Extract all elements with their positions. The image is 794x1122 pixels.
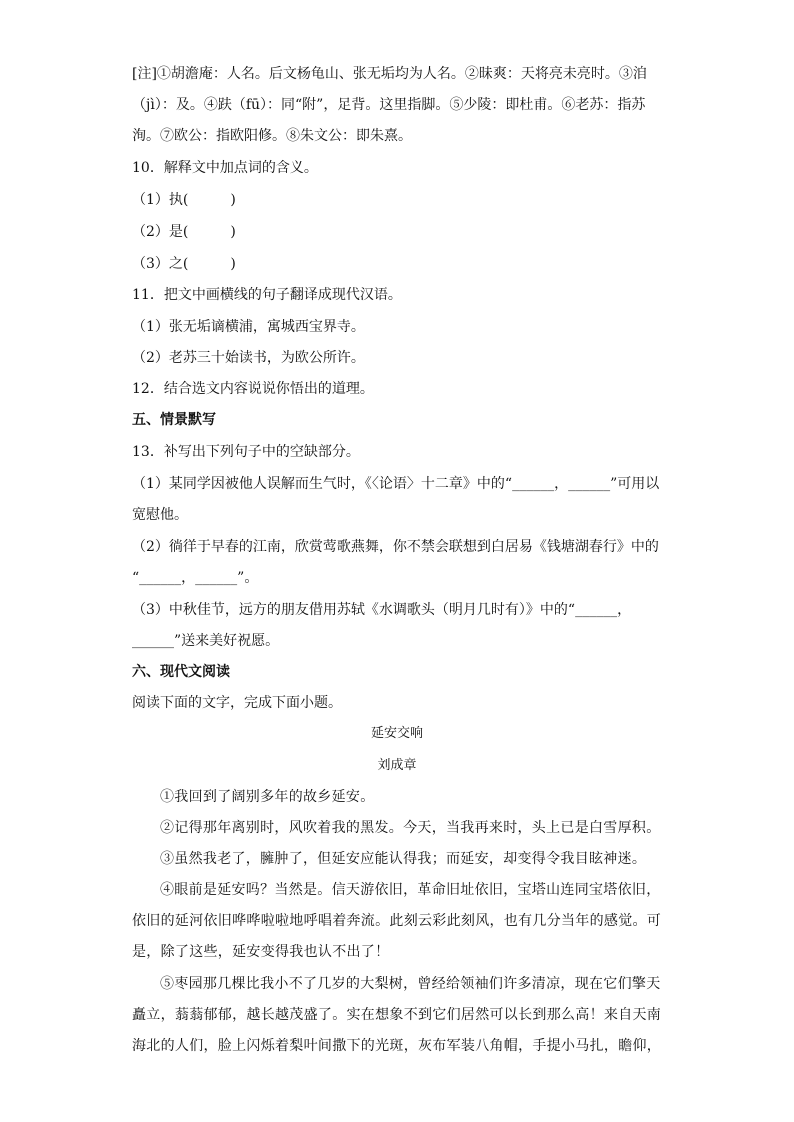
article-author: 刘成章: [377, 758, 417, 773]
question-11-stem: 11．把文中画横线的句子翻译成现代汉语。: [132, 287, 402, 303]
reading-instruction: 阅读下面的文字，完成下面小题。: [132, 695, 342, 711]
question-13-item-1-line-2: 宽慰他。: [132, 507, 188, 523]
question-12-stem: 12．结合选文内容说说你悟出的道理。: [132, 381, 374, 397]
question-10-item-1: （1）执( ): [132, 192, 236, 208]
article-paragraph-3: ③虽然我老了，臃肿了，但延安应能认得我；而延安，却变得令我目眩神迷。: [160, 851, 647, 867]
note-line-1: [注]①胡澹庵：人名。后文杨龟山、张无垢均为人名。②昧爽：天将亮未亮时。③洎: [132, 66, 647, 82]
article-paragraph-2: ②记得那年离别时，风吹着我的黑发。今天，当我再来时，头上已是白雪厚积。: [160, 820, 661, 836]
article-paragraph-4-line-1: ④眼前是延安吗？当然是。信天游依旧，革命旧址依旧，宝塔山连同宝塔依旧，: [160, 882, 661, 898]
question-11-item-1: （1）张无垢谪横浦，寓城西宝界寺。: [132, 319, 365, 335]
article-paragraph-4-line-3: 是，除了这些，延安变得我也认不出了！: [132, 944, 390, 960]
section-6-title: 六、现代文阅读: [132, 664, 230, 680]
article-paragraph-1: ①我回到了阔别多年的故乡延安。: [160, 789, 375, 805]
question-13-item-2-line-2: “______，______”。: [132, 570, 259, 586]
question-13-item-3-line-1: （3）中秋佳节，远方的朋友借用苏轼《水调歌头（明月几时有）》中的“______，: [132, 602, 632, 618]
question-13-item-2-line-1: （2）徜徉于早春的江南，欣赏莺歌燕舞，你不禁会联想到白居易《钱塘湖春行》中的: [132, 539, 659, 555]
question-11-item-2: （2）老苏三十始读书，为欧公所许。: [132, 350, 365, 366]
article-paragraph-5-line-2: 矗立，蓊蓊郁郁，越长越茂盛了。实在想象不到它们居然可以长到那么高！来自天南: [132, 1007, 662, 1023]
question-13-stem: 13．补写出下列句子中的空缺部分。: [132, 444, 360, 460]
article-paragraph-5-line-3: 海北的人们，脸上闪烁着梨叶间撒下的光斑，灰布军装八角帽，手提小马扎，瞻仰，: [132, 1038, 662, 1054]
section-5-title: 五、情景默写: [132, 412, 216, 428]
question-13-item-1-line-1: （1）某同学因被他人误解而生气时，《〈论语〉十二章》中的“______，______”可用以: [132, 476, 660, 492]
question-13-item-3-line-2: ______”送来美好祝愿。: [132, 633, 280, 649]
question-10-item-2: （2）是( ): [132, 224, 236, 240]
article-paragraph-5-line-1: ⑤枣园那几棵比我小不了几岁的大梨树，曾经给领袖们许多清凉，现在它们擎天: [160, 976, 661, 992]
article-paragraph-4-line-2: 依旧的延河依旧哗哗啦啦地呼唱着奔流。此刻云彩此刻风，也有几分当年的感觉。可: [132, 913, 662, 929]
article-title: 延安交响: [370, 726, 423, 741]
note-line-3: 洵。⑦欧公：指欧阳修。⑧朱文公：即朱熹。: [132, 128, 412, 144]
question-10-stem: 10．解释文中加点词的含义。: [132, 160, 318, 176]
question-10-item-3: （3）之( ): [132, 256, 236, 272]
note-line-2: （jì）：及。④趺（fū）：同“附”，足背。这里指脚。⑤少陵：即杜甫。⑥老苏：指苏: [132, 97, 646, 113]
